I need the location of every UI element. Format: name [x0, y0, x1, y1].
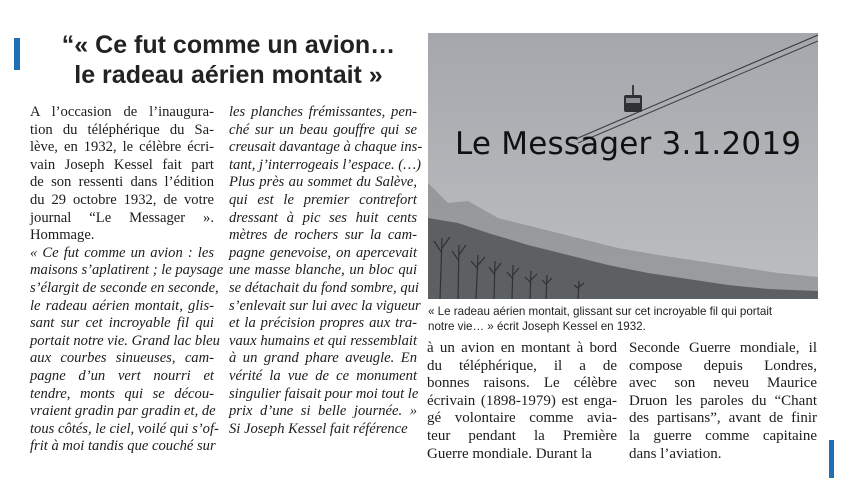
article-line: dans l’aviation. [629, 445, 722, 462]
article-line: vraient gradin par gradin et, de [30, 403, 216, 420]
headline [36, 30, 421, 90]
article-line: à un grand phare aveugle. En [229, 350, 417, 367]
article-line: Plus près au sommet du Salève, [229, 174, 417, 191]
article-column-4 [629, 340, 817, 463]
article-line: portait notre vie. Grand lac bleu [30, 332, 220, 349]
article-line: bonnes raisons. Le célèbre [427, 375, 617, 392]
watermark-source-date: Le Messager 3.1.2019 [455, 126, 802, 162]
article-line: Druon les paroles du “Chant [629, 392, 817, 409]
article-line: dressant à pic ses huit cents [229, 209, 417, 226]
article-line: écrivain (1898-1979) est enga- [427, 392, 617, 409]
article-line: sant sur cet incroyable fil qui [30, 315, 214, 332]
article-line: qui est le premier contrefort [229, 191, 417, 208]
article-line: les planches frémissantes, pen- [229, 104, 417, 120]
article-column-3 [427, 340, 617, 463]
article-line: tendre, monts qui se décou- [30, 385, 214, 402]
article-column-2 [229, 104, 423, 438]
article-line: des partisans”, avant de finir [629, 410, 817, 427]
article-line: frit à moi tandis que couché sur [30, 438, 216, 455]
article-line: et la précision propres aux tra- [229, 315, 417, 332]
article-line: le radeau aérien montait, glis- [30, 297, 214, 314]
article-line: à un avion en montant à bord [427, 340, 617, 356]
article-line: vérité la vue de ce monument [229, 367, 417, 384]
article-line: tant, j’interrogeais l’espace. (…) [229, 156, 421, 173]
headline-line-1: “« Ce fut comme un avion… [61, 31, 396, 59]
article-line: pagne genevoise, on apercevait [229, 244, 417, 261]
article-line: Seconde Guerre mondiale, il [629, 340, 817, 356]
article-line: mètres de rochers sur la cam- [229, 227, 417, 244]
article-line: s’enlevait sur lui avec la vigueur [229, 297, 421, 314]
article-line: ché sur un beau gouffre qui se [229, 121, 417, 138]
article-line: aux courbes sinueuses, cam- [30, 350, 214, 367]
article-line: Guerre mondiale. Durant la [427, 445, 592, 462]
article-line: prix d’une si belle journée. » [229, 403, 417, 420]
caption-line-2: notre vie… » écrit Joseph Kessel en 1932. [428, 320, 646, 333]
article-line: avec son neveu Maurice [629, 375, 817, 392]
blue-accent-bar-top [14, 38, 20, 70]
article-line: singulier faisait pour moi tout le [229, 385, 419, 402]
article-line: A l’occasion de l’inaugura- [30, 104, 214, 120]
article-line: tion du téléphérique du Sa- [30, 121, 214, 138]
cable-car-scene [428, 33, 818, 299]
article-line: « Ce fut comme un avion : les [30, 244, 214, 261]
article-line: la guerre comme capitaine [629, 427, 817, 444]
headline-line-2: le radeau aérien montait » [74, 61, 383, 89]
article-line: gé volontaire comme avia- [427, 410, 617, 427]
cable-car-photo [428, 33, 818, 299]
article-line: du téléphérique, il a de [427, 357, 617, 374]
article-line: de son ressenti dans l’édition [30, 174, 214, 191]
article-line: creusait davantage à chaque ins- [229, 139, 423, 156]
article-line: vaux humains et qui ressemblait [229, 332, 417, 349]
article-line: une masse blanche, un bloc qui [229, 262, 417, 279]
article-line: s’élargit de seconde en seconde, [30, 279, 219, 296]
blue-accent-bar-bottom [829, 440, 834, 478]
article-line: se détachait du fond sombre, qui [229, 279, 419, 296]
article-line: journal “Le Messager ». [30, 209, 214, 226]
article-line: compose depuis Londres, [629, 357, 817, 374]
article-line: teur pendant la Première [427, 427, 617, 444]
article-line: maisons s’aplatirent ; le paysage [30, 262, 224, 279]
photo-caption [428, 304, 823, 334]
article-line: lève, en 1932, le célèbre écri- [30, 139, 214, 156]
article-line: vain Joseph Kessel fait part [30, 156, 214, 173]
article-line: tous côtés, le ciel, voilé qui s’of- [30, 420, 219, 437]
article-line: Hommage. [30, 227, 95, 244]
article-column-1 [30, 104, 224, 456]
caption-line-1: « Le radeau aérien montait, glissant sur cet incroyable fil qui portait [428, 305, 773, 318]
article-line: pagne d’un vert nourri et [30, 367, 214, 384]
article-line: Si Joseph Kessel fait référence [229, 420, 408, 437]
article-line: du 29 octobre 1932, de votre [30, 191, 214, 208]
